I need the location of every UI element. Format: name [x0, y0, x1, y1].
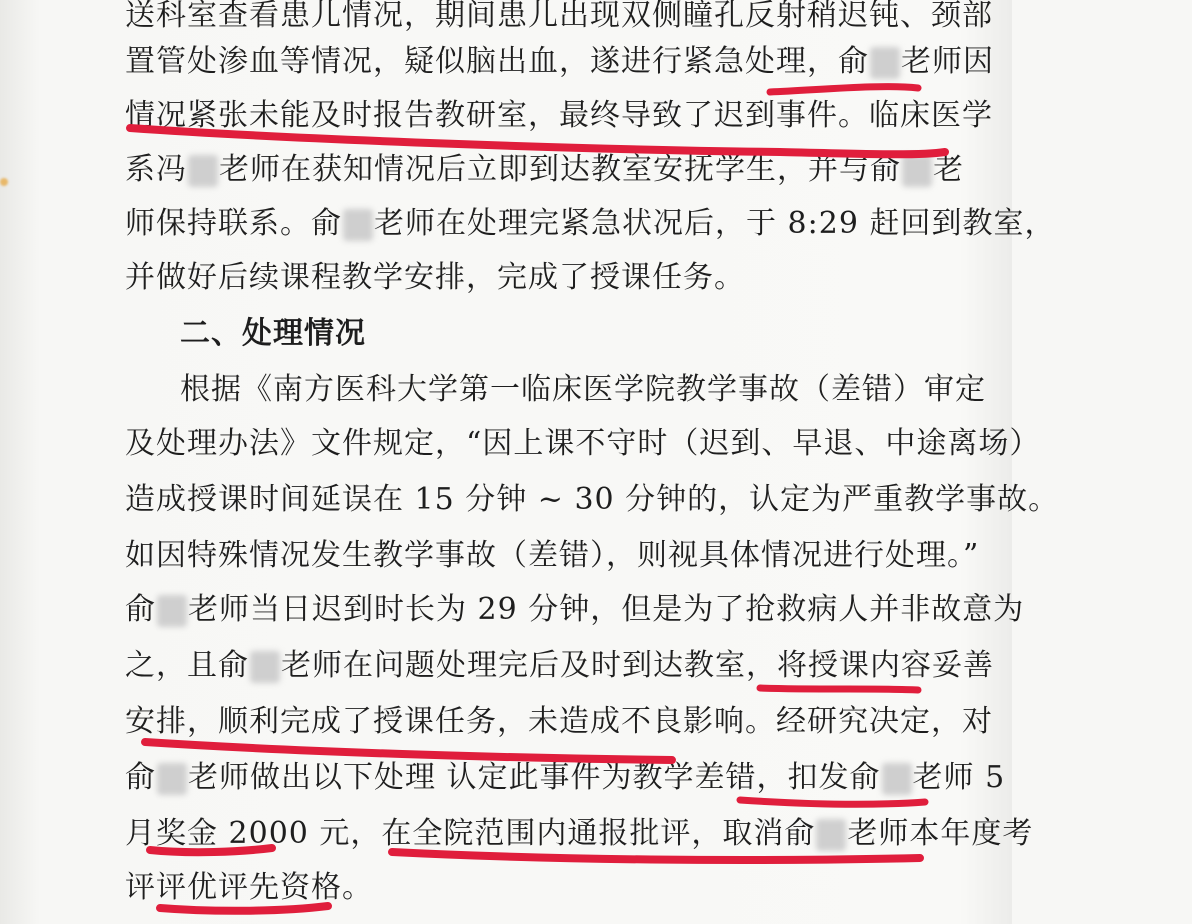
- line-text: 老师做出以下处理 认定此事件为教学差错，扣发俞: [188, 760, 881, 795]
- line-text: 老师 5: [912, 760, 1006, 795]
- line-text: 送科室查看患儿情况，期间患儿出现双侧瞳孔反射稍迟钝、颈部: [125, 0, 993, 33]
- text-line: [0, 702, 1137, 742]
- line-text: 老师当日迟到时长为 29 分钟，但是为了抢救病人并非故意为: [188, 592, 1025, 627]
- line-text: 老师因: [901, 44, 994, 79]
- underline-stroke: [760, 688, 918, 690]
- line-text: 老师在处理完紧急状况后，于 8:29 赶回到教室，: [374, 206, 1056, 241]
- line-text: 老师在获知情况后立即到达教室安抚学生，并与俞: [219, 152, 901, 187]
- redacted-name: [157, 595, 187, 627]
- text-line: [0, 150, 1137, 190]
- line-text: 根据《南方医科大学第一临床医学院教学事故（差错）审定: [180, 372, 986, 407]
- redacted-name: [816, 819, 846, 851]
- line-text: 如因特殊情况发生教学事故（差错），则视具体情况进行处理。”: [125, 538, 980, 573]
- text-line: [0, 590, 1137, 630]
- redacted-name: [870, 47, 900, 79]
- line-text: 及处理办法》文件规定，“因上课不守时（迟到、早退、中途离场）: [125, 426, 1041, 461]
- line-text: 置管处渗血等情况，疑似脑出血，遂进行紧急处理，俞: [125, 44, 869, 79]
- text-line: [0, 204, 1137, 244]
- line-text: 老师在问题处理完后及时到达教室，将授课内容妥善: [281, 648, 994, 683]
- text-line: [0, 0, 1137, 36]
- line-text: 之，且俞: [125, 648, 249, 683]
- line-text: 安排，顺利完成了授课任务，未造成不良影响。经研究决定，对: [125, 704, 993, 739]
- text-line: [0, 480, 1137, 520]
- text-line: [0, 424, 1137, 464]
- redacted-name: [902, 155, 932, 187]
- text-line: [0, 258, 1137, 298]
- text-line: [0, 370, 1192, 410]
- redacted-name: [188, 155, 218, 187]
- line-text: 俞: [125, 760, 156, 795]
- redacted-name: [157, 763, 187, 795]
- line-text: 老师本年度考: [847, 816, 1034, 851]
- line-text: 俞: [125, 592, 156, 627]
- text-line: [0, 868, 1137, 908]
- line-text: 并做好后续课程教学安排，完成了授课任务。: [125, 260, 745, 295]
- redacted-name: [343, 209, 373, 241]
- redacted-name: [250, 651, 280, 683]
- text-line: [0, 814, 1137, 854]
- text-line: [0, 758, 1137, 798]
- text-line: [0, 96, 1137, 136]
- underline-stroke: [740, 800, 925, 804]
- line-text: 师保持联系。俞: [125, 206, 342, 241]
- text-line: [0, 42, 1137, 82]
- section-heading: [0, 314, 1192, 354]
- heading-text: 二、处理情况: [180, 316, 366, 351]
- underline-stroke: [770, 87, 918, 92]
- redacted-name: [882, 763, 912, 795]
- line-text: 造成授课时间延误在 15 分钟 ~ 30 分钟的，认定为严重教学事故。: [125, 482, 1060, 517]
- line-text: 情况紧张未能及时报告教研室，最终导致了迟到事件。临床医学: [125, 98, 993, 133]
- line-text: 月奖金 2000 元，在全院范围内通报批评，取消俞: [125, 816, 816, 851]
- line-text: 系冯: [125, 152, 187, 187]
- line-text: 评评优评先资格。: [125, 870, 373, 905]
- text-line: [0, 646, 1137, 686]
- text-line: [0, 536, 1137, 576]
- line-text: 老: [933, 152, 964, 187]
